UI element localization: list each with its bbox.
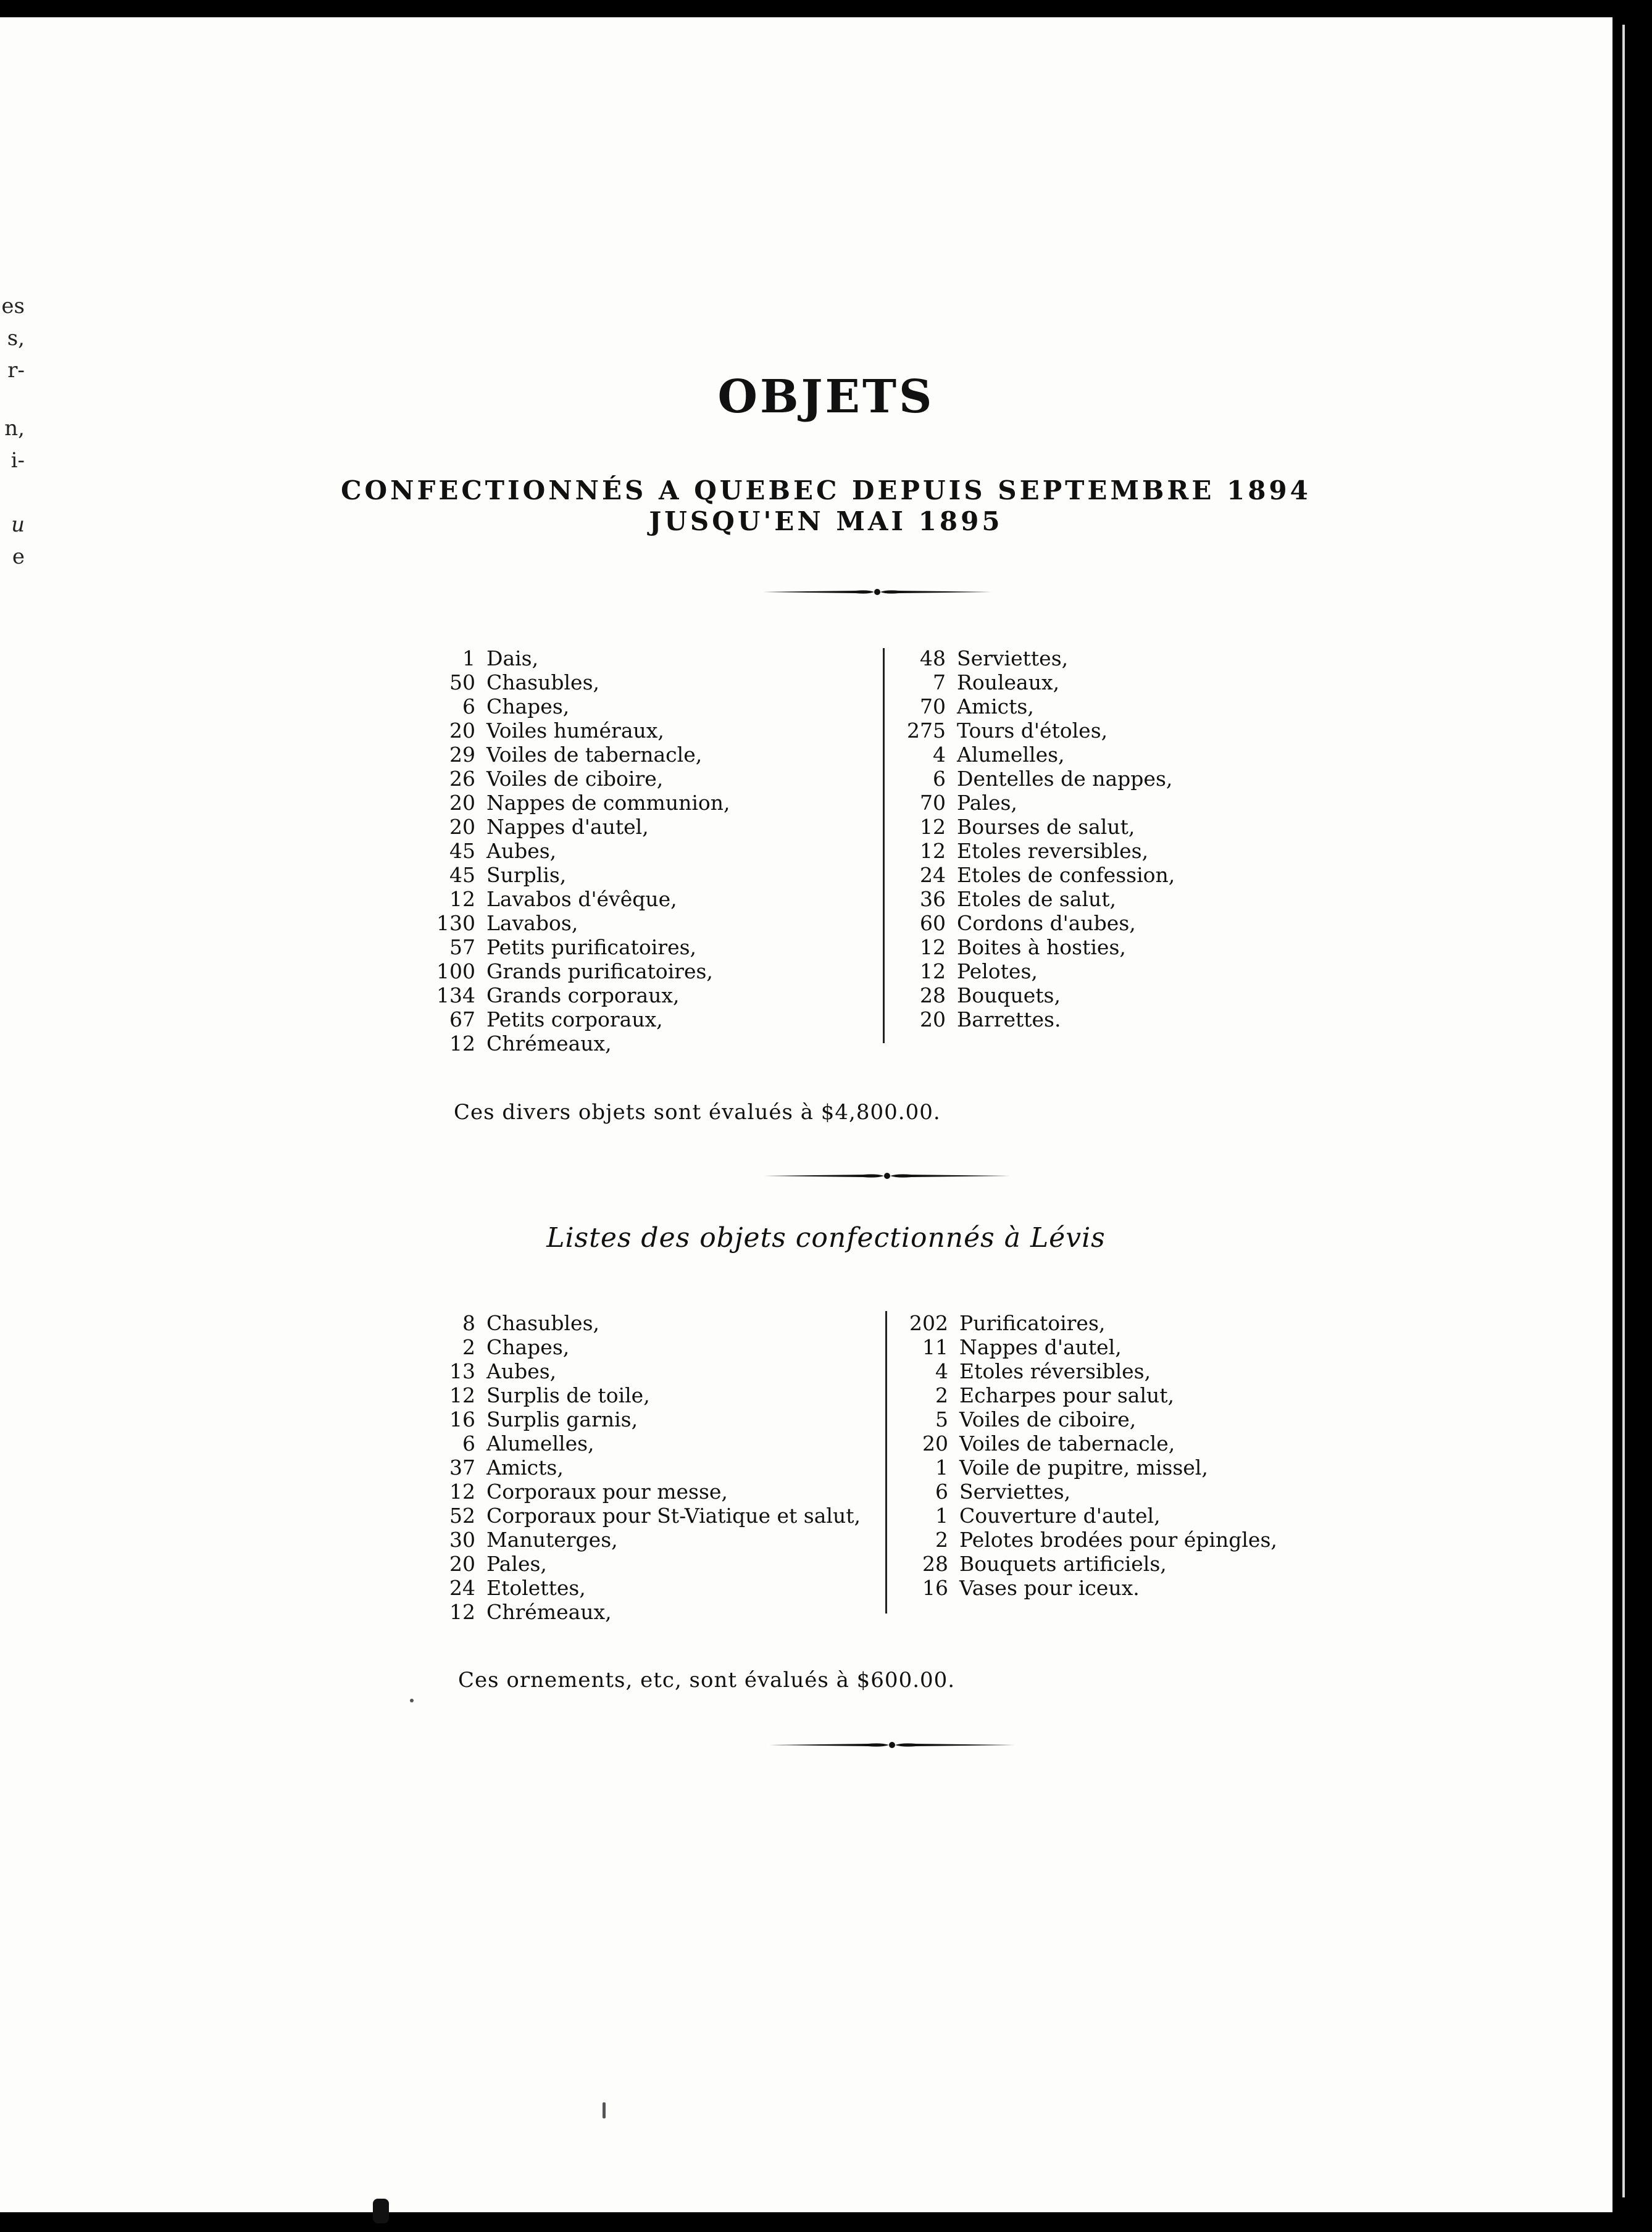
item-qty: 20 bbox=[449, 791, 475, 815]
item-qty: 12 bbox=[449, 887, 475, 911]
item-label: Amicts, bbox=[957, 694, 1034, 718]
item-qty: 50 bbox=[449, 670, 475, 694]
page-edge-line bbox=[1622, 25, 1625, 2197]
levis-valuation-note: Ces ornements, etc, sont évalués à $600.00. bbox=[458, 1668, 956, 1693]
item-qty: 45 bbox=[449, 863, 475, 887]
list-item bbox=[886, 646, 1175, 670]
list-item bbox=[420, 1504, 861, 1528]
item-label: Pelotes, bbox=[957, 959, 1038, 983]
item-qty: 12 bbox=[449, 1480, 475, 1504]
subtitle-line-1: CONFECTIONNÉS A QUEBEC DEPUIS SEPTEMBRE 1894 bbox=[341, 475, 1311, 506]
item-qty: 57 bbox=[449, 935, 475, 959]
item-qty: 6 bbox=[462, 1431, 475, 1455]
item-label: Bouquets, bbox=[957, 983, 1061, 1007]
item-qty: 275 bbox=[907, 718, 946, 743]
item-label: Grands corporaux, bbox=[486, 983, 680, 1007]
scan-speck bbox=[603, 2102, 606, 2118]
item-label: Voiles de tabernacle, bbox=[959, 1431, 1175, 1455]
list-item bbox=[886, 767, 1175, 791]
item-qty: 70 bbox=[920, 694, 946, 718]
item-label: Barrettes. bbox=[957, 1007, 1061, 1031]
list-item bbox=[420, 1335, 861, 1359]
item-qty: 12 bbox=[449, 1031, 475, 1056]
list-item bbox=[420, 1552, 861, 1576]
item-label: Petits corporaux, bbox=[486, 1007, 663, 1031]
list-item bbox=[886, 911, 1175, 935]
item-qty: 20 bbox=[922, 1431, 948, 1455]
item-qty: 20 bbox=[920, 1007, 946, 1031]
list-item bbox=[420, 743, 730, 767]
item-label: Chrémeaux, bbox=[486, 1600, 612, 1624]
item-label: Pales, bbox=[486, 1552, 547, 1576]
item-label: Couverture d'autel, bbox=[959, 1504, 1161, 1528]
item-label: Bourses de salut, bbox=[957, 815, 1135, 839]
item-label: Etolettes, bbox=[486, 1576, 586, 1600]
item-qty: 24 bbox=[920, 863, 946, 887]
scan-speck bbox=[373, 2199, 389, 2223]
column-divider bbox=[883, 648, 885, 1043]
bleed-text-3: r- bbox=[7, 358, 25, 383]
item-label: Bouquets artificiels, bbox=[959, 1552, 1167, 1576]
list-item bbox=[420, 791, 730, 815]
item-qty: 48 bbox=[920, 646, 946, 670]
item-qty: 45 bbox=[449, 839, 475, 863]
list-item bbox=[889, 1431, 1277, 1455]
page-title: OBJETS bbox=[717, 370, 935, 423]
list-item bbox=[889, 1552, 1277, 1576]
list-item bbox=[420, 1600, 861, 1624]
list-item bbox=[886, 983, 1175, 1007]
item-qty: 12 bbox=[449, 1600, 475, 1624]
item-label: Cordons d'aubes, bbox=[957, 911, 1136, 935]
item-label: Tours d'étoles, bbox=[957, 718, 1108, 743]
levis-list-left bbox=[420, 1311, 861, 1624]
item-qty: 30 bbox=[449, 1528, 475, 1552]
item-qty: 130 bbox=[436, 911, 475, 935]
item-label: Voiles de tabernacle, bbox=[486, 743, 703, 767]
list-item bbox=[420, 1528, 861, 1552]
list-item bbox=[420, 670, 730, 694]
quebec-list-left bbox=[420, 646, 730, 1056]
bleed-text-4: n, bbox=[4, 416, 25, 441]
item-label: Etoles de salut, bbox=[957, 887, 1117, 911]
item-qty: 37 bbox=[449, 1455, 475, 1480]
item-label: Surplis de toile, bbox=[486, 1383, 650, 1407]
item-qty: 2 bbox=[935, 1528, 948, 1552]
item-label: Pelotes brodées pour épingles, bbox=[959, 1528, 1277, 1552]
list-item bbox=[886, 935, 1175, 959]
item-label: Voiles huméraux, bbox=[486, 718, 664, 743]
list-item bbox=[889, 1455, 1277, 1480]
item-qty: 2 bbox=[935, 1383, 948, 1407]
list-item bbox=[889, 1480, 1277, 1504]
item-label: Serviettes, bbox=[957, 646, 1069, 670]
item-label: Lavabos d'évêque, bbox=[486, 887, 677, 911]
item-qty: 12 bbox=[920, 935, 946, 959]
item-qty: 1 bbox=[462, 646, 475, 670]
item-qty: 16 bbox=[922, 1576, 948, 1600]
ornament-rule bbox=[763, 586, 991, 598]
item-label: Voile de pupitre, missel, bbox=[959, 1455, 1208, 1480]
item-qty: 100 bbox=[436, 959, 475, 983]
list-item bbox=[889, 1335, 1277, 1359]
item-label: Alumelles, bbox=[486, 1431, 594, 1455]
list-item bbox=[420, 1311, 861, 1335]
list-item bbox=[886, 959, 1175, 983]
item-qty: 1 bbox=[935, 1504, 948, 1528]
item-qty: 12 bbox=[920, 959, 946, 983]
item-qty: 2 bbox=[462, 1335, 475, 1359]
item-qty: 26 bbox=[449, 767, 475, 791]
levis-section-title: Listes des objets confectionnés à Lévis bbox=[546, 1222, 1106, 1254]
item-label: Chrémeaux, bbox=[486, 1031, 612, 1056]
item-qty: 28 bbox=[922, 1552, 948, 1576]
list-item bbox=[889, 1576, 1277, 1600]
item-qty: 29 bbox=[449, 743, 475, 767]
item-label: Etoles reversibles, bbox=[957, 839, 1149, 863]
list-item bbox=[420, 1383, 861, 1407]
list-item bbox=[420, 1359, 861, 1383]
list-item bbox=[420, 911, 730, 935]
item-label: Rouleaux, bbox=[957, 670, 1060, 694]
item-label: Chasubles, bbox=[486, 670, 599, 694]
item-qty: 20 bbox=[449, 815, 475, 839]
page-subtitle bbox=[0, 475, 1652, 537]
item-label: Corporaux pour St-Viatique et salut, bbox=[486, 1504, 861, 1528]
list-item bbox=[420, 887, 730, 911]
list-item bbox=[420, 863, 730, 887]
list-item bbox=[420, 767, 730, 791]
item-qty: 6 bbox=[462, 694, 475, 718]
item-label: Chapes, bbox=[486, 694, 570, 718]
item-qty: 4 bbox=[935, 1359, 948, 1383]
item-label: Alumelles, bbox=[957, 743, 1065, 767]
column-divider bbox=[885, 1311, 887, 1614]
item-label: Petits purificatoires, bbox=[486, 935, 697, 959]
list-item bbox=[886, 887, 1175, 911]
item-label: Dentelles de nappes, bbox=[957, 767, 1173, 791]
list-item bbox=[886, 863, 1175, 887]
item-label: Echarpes pour salut, bbox=[959, 1383, 1175, 1407]
item-qty: 8 bbox=[462, 1311, 475, 1335]
item-label: Serviettes, bbox=[959, 1480, 1071, 1504]
list-item bbox=[420, 1480, 861, 1504]
list-item bbox=[886, 743, 1175, 767]
item-qty: 20 bbox=[449, 1552, 475, 1576]
list-item bbox=[420, 694, 730, 718]
list-item bbox=[420, 1007, 730, 1031]
item-qty: 12 bbox=[449, 1383, 475, 1407]
list-item bbox=[886, 791, 1175, 815]
bleed-text-1: es bbox=[1, 294, 25, 319]
item-qty: 6 bbox=[933, 767, 946, 791]
item-qty: 4 bbox=[933, 743, 946, 767]
item-qty: 70 bbox=[920, 791, 946, 815]
item-label: Chasubles, bbox=[486, 1311, 599, 1335]
item-qty: 12 bbox=[920, 815, 946, 839]
item-label: Aubes, bbox=[486, 839, 557, 863]
item-label: Grands purificatoires, bbox=[486, 959, 713, 983]
item-label: Purificatoires, bbox=[959, 1311, 1106, 1335]
item-label: Surplis, bbox=[486, 863, 567, 887]
item-label: Nappes d'autel, bbox=[959, 1335, 1122, 1359]
item-label: Nappes de communion, bbox=[486, 791, 730, 815]
list-item bbox=[889, 1311, 1277, 1335]
list-item bbox=[420, 1455, 861, 1480]
item-label: Etoles réversibles, bbox=[959, 1359, 1151, 1383]
bleed-text-7: e bbox=[12, 544, 25, 569]
list-item bbox=[420, 1431, 861, 1455]
list-item bbox=[889, 1359, 1277, 1383]
item-label: Chapes, bbox=[486, 1335, 570, 1359]
item-label: Boites à hosties, bbox=[957, 935, 1126, 959]
item-label: Etoles de confession, bbox=[957, 863, 1175, 887]
scan-border bbox=[1612, 0, 1652, 2232]
list-item bbox=[886, 815, 1175, 839]
list-item bbox=[886, 694, 1175, 718]
item-qty: 202 bbox=[909, 1311, 948, 1335]
item-label: Amicts, bbox=[486, 1455, 564, 1480]
ornament-rule bbox=[764, 1170, 1010, 1181]
ornament-rule bbox=[769, 1739, 1015, 1751]
item-label: Voiles de ciboire, bbox=[486, 767, 664, 791]
bleed-text-6: u bbox=[11, 512, 25, 537]
item-qty: 13 bbox=[449, 1359, 475, 1383]
item-label: Surplis garnis, bbox=[486, 1407, 638, 1431]
item-qty: 67 bbox=[449, 1007, 475, 1031]
item-qty: 52 bbox=[449, 1504, 475, 1528]
scan-speck bbox=[410, 1699, 414, 1702]
quebec-list-right bbox=[886, 646, 1175, 1031]
item-qty: 36 bbox=[920, 887, 946, 911]
levis-list-right bbox=[889, 1311, 1277, 1600]
list-item bbox=[420, 1031, 730, 1056]
item-qty: 12 bbox=[920, 839, 946, 863]
item-label: Pales, bbox=[957, 791, 1017, 815]
list-item bbox=[420, 1576, 861, 1600]
list-item bbox=[886, 670, 1175, 694]
item-label: Vases pour iceux. bbox=[959, 1576, 1140, 1600]
list-item bbox=[420, 839, 730, 863]
list-item bbox=[420, 983, 730, 1007]
item-qty: 24 bbox=[449, 1576, 475, 1600]
item-label: Aubes, bbox=[486, 1359, 557, 1383]
list-item bbox=[886, 839, 1175, 863]
list-item bbox=[889, 1407, 1277, 1431]
item-label: Corporaux pour messe, bbox=[486, 1480, 728, 1504]
list-item bbox=[886, 1007, 1175, 1031]
item-qty: 134 bbox=[436, 983, 475, 1007]
item-qty: 60 bbox=[920, 911, 946, 935]
list-item bbox=[886, 718, 1175, 743]
item-label: Manuterges, bbox=[486, 1528, 618, 1552]
item-qty: 7 bbox=[933, 670, 946, 694]
item-label: Voiles de ciboire, bbox=[959, 1407, 1137, 1431]
item-qty: 20 bbox=[449, 718, 475, 743]
list-item bbox=[889, 1383, 1277, 1407]
item-qty: 5 bbox=[935, 1407, 948, 1431]
list-item bbox=[420, 815, 730, 839]
item-qty: 1 bbox=[935, 1455, 948, 1480]
item-label: Dais, bbox=[486, 646, 539, 670]
subtitle-line-2: JUSQU'EN MAI 1895 bbox=[649, 506, 1003, 536]
item-qty: 6 bbox=[935, 1480, 948, 1504]
list-item bbox=[420, 935, 730, 959]
list-item bbox=[889, 1504, 1277, 1528]
list-item bbox=[420, 718, 730, 743]
list-item bbox=[420, 1407, 861, 1431]
item-label: Lavabos, bbox=[486, 911, 578, 935]
list-item bbox=[420, 646, 730, 670]
quebec-valuation-note: Ces divers objets sont évalués à $4,800.00. bbox=[454, 1100, 941, 1125]
list-item bbox=[420, 959, 730, 983]
item-qty: 11 bbox=[922, 1335, 948, 1359]
item-label: Nappes d'autel, bbox=[486, 815, 649, 839]
item-qty: 16 bbox=[449, 1407, 475, 1431]
bleed-text-5: i- bbox=[10, 448, 25, 473]
item-qty: 28 bbox=[920, 983, 946, 1007]
bleed-text-2: s, bbox=[7, 326, 25, 351]
list-item bbox=[889, 1528, 1277, 1552]
